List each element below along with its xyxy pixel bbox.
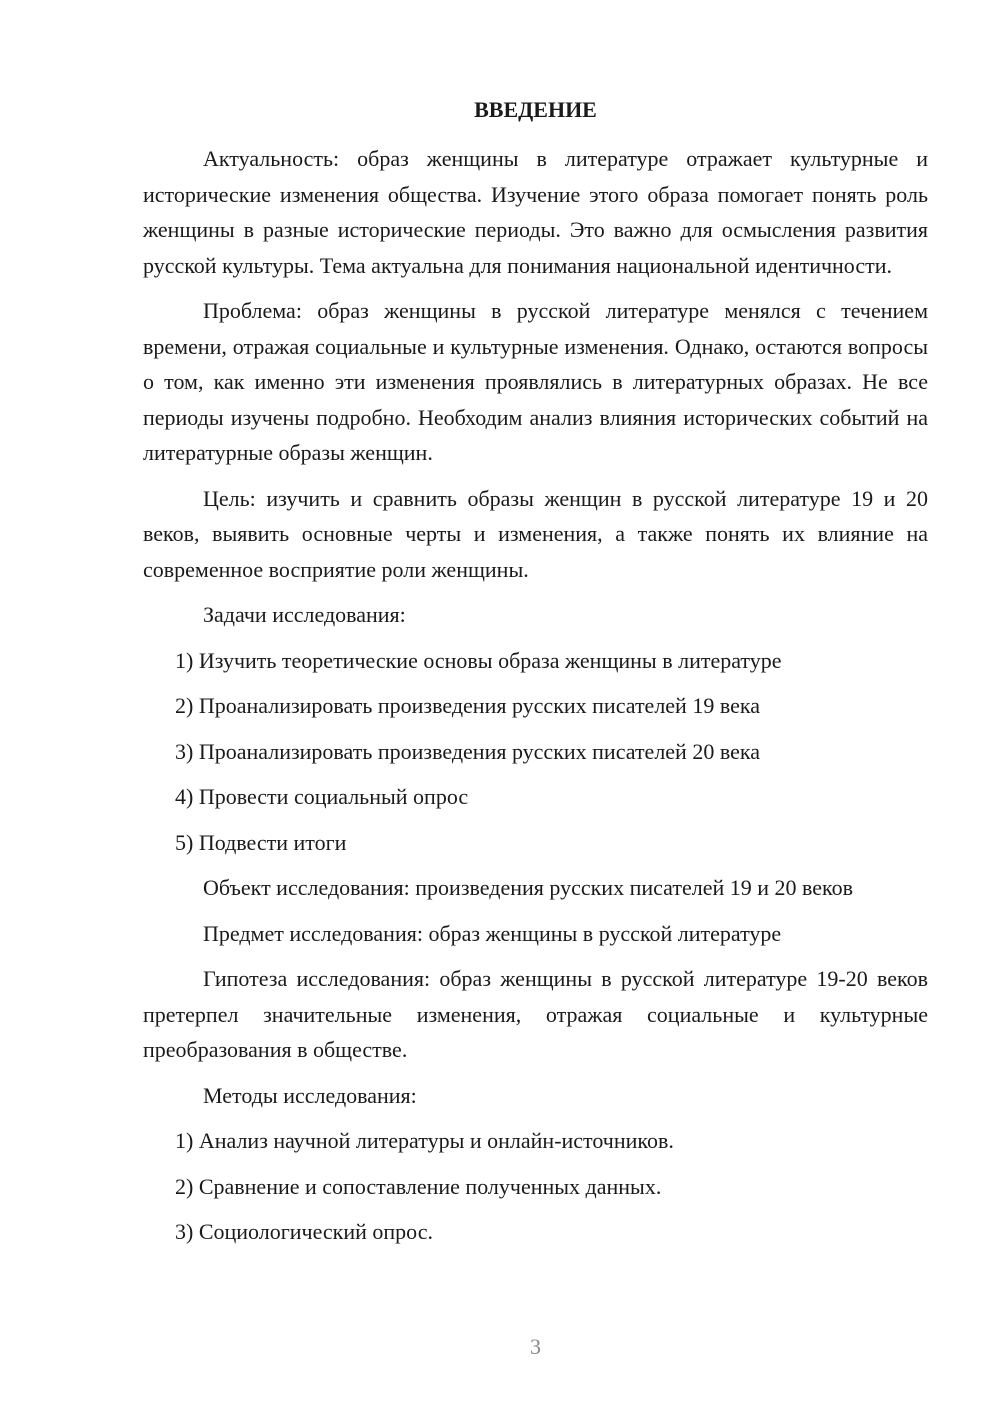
tasks-heading: Задачи исследования: <box>203 602 406 627</box>
relevance-paragraph: Актуальность: образ женщины в литературе отражает культурные и исторические изменения общества. Изучение этого образа помогает понять роль женщины в разные исторические периоды. Это важно для осмысления развития русской культуры. Тема актуальна для понимания национальной идентичности. <box>143 146 928 278</box>
problem-paragraph: Проблема: образ женщины в русской литературе менялся с течением времени, отражая социальные и культурные изменения. Однако, остаются вопросы о том, как именно эти изменения проявлялись в литературных образах. Не все периоды изучены подробно. Необходим анализ влияния исторических событий на литературные образы женщин. <box>143 298 928 465</box>
hypothesis-paragraph: Гипотеза исследования: образ женщины в русской литературе 19-20 веков претерпел значительные изменения, отражая социальные и культурные преобразования в обществе. <box>143 966 928 1062</box>
document-body <box>143 141 928 1260</box>
subject-paragraph: Предмет исследования: образ женщины в русской литературе <box>203 920 782 946</box>
document-page <box>143 0 928 1414</box>
object-paragraph: Объект исследования: произведения русских писателей 19 и 20 веков <box>203 875 853 900</box>
methods-heading: Методы исследования: <box>203 1082 417 1108</box>
task-item: 3) Проанализировать произведения русских писателей 20 века <box>175 738 760 764</box>
method-item: 3) Социологический опрос. <box>175 1219 433 1244</box>
method-item: 1) Анализ научной литературы и онлайн-источников. <box>175 1128 674 1153</box>
section-title: ВВЕДЕНИЕ <box>474 97 597 122</box>
page-number: 3 <box>530 1334 541 1359</box>
method-item: 2) Сравнение и сопоставление полученных данных. <box>175 1173 662 1199</box>
task-item: 2) Проанализировать произведения русских писателей 19 века <box>175 693 760 718</box>
task-item: 4) Провести социальный опрос <box>175 784 469 809</box>
task-item: 5) Подвести итоги <box>175 829 347 855</box>
goal-paragraph: Цель: изучить и сравнить образы женщин в русской литературе 19 и 20 веков, выявить основные черты и изменения, а также понять их влияние на современное восприятие роли женщины. <box>143 485 928 582</box>
task-item: 1) Изучить теоретические основы образа женщины в литературе <box>175 647 782 673</box>
